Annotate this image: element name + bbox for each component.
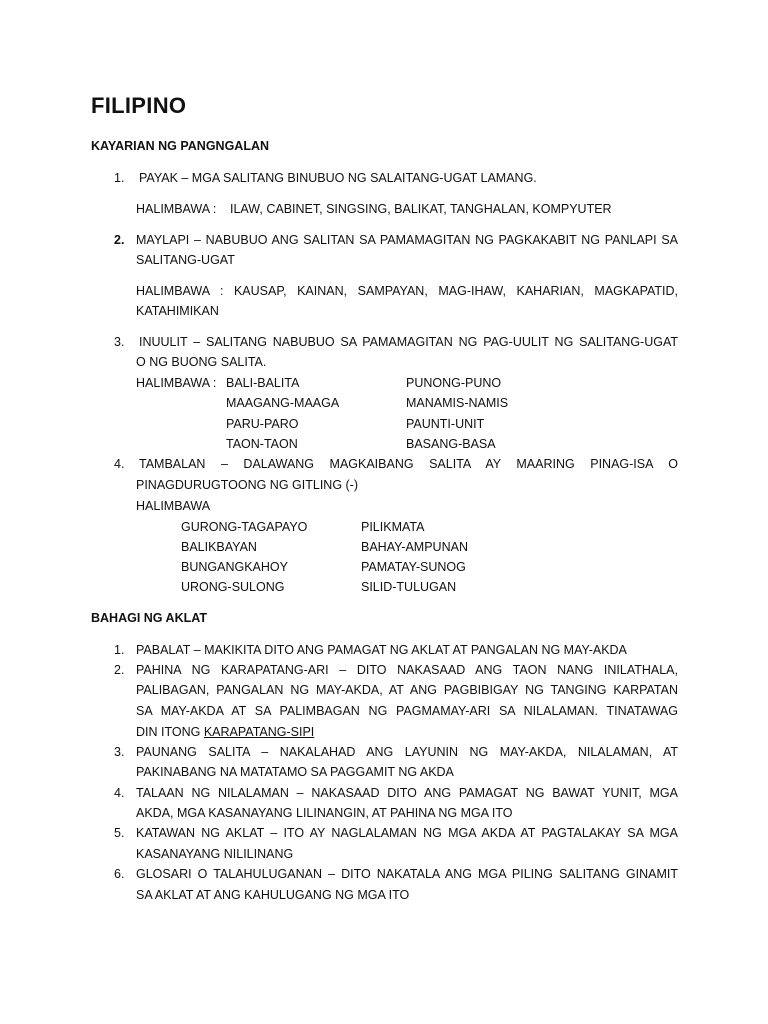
example-word: PILIKMATA	[361, 520, 425, 534]
example-word: MAAGANG-MAAGA	[226, 396, 340, 410]
list-number: 2.	[114, 663, 125, 677]
list-number: 4.	[114, 457, 125, 471]
list-item-text: PAHINA NG KARAPATANG-ARI – DITO NAKASAAD ANG TAON NANG INILATHALA,	[136, 663, 678, 677]
example-word: BALI-BALITA	[226, 376, 300, 390]
example-label: HALIMBAWA	[136, 499, 211, 513]
example-word: BUNGANGKAHOY	[181, 560, 288, 574]
list-item-text: SA MAY-AKDA AT SA PALIMBAGAN NG PAGMAMAY-ARI SA NILALAMAN. TINATAWAG	[136, 704, 678, 718]
example-word: TAON-TAON	[226, 437, 298, 451]
list-item-text: PAKINABANG NA MATATAMO SA PAGGAMIT NG AKDA	[136, 765, 454, 779]
example-label: HALIMBAWA :	[136, 202, 217, 216]
list-item-text: SALITANG-UGAT	[136, 253, 235, 267]
example-word: PAUNTI-UNIT	[406, 417, 485, 431]
example-word: BALIKBAYAN	[181, 540, 257, 554]
list-item-text: AKDA, MGA KASANAYANG LILINANGIN, AT PAHINA NG MGA ITO	[136, 806, 513, 820]
example-word: PAMATAY-SUNOG	[361, 560, 466, 574]
example-word: GURONG-TAGAPAYO	[181, 520, 308, 534]
list-item-text: PABALAT – MAKIKITA DITO ANG PAMAGAT NG AKLAT AT PANGALAN NG MAY-AKDA	[136, 643, 627, 657]
list-number: 2.	[114, 233, 125, 247]
list-number: 5.	[114, 826, 125, 840]
list-item-text: SA AKLAT AT ANG KAHULUGANG NG MGA ITO	[136, 888, 410, 902]
list-item-text: GLOSARI O TALAHULUGANAN – DITO NAKATALA ANG MGA PILING SALITANG GINAMIT	[136, 867, 678, 881]
example-text: HALIMBAWA : KAUSAP, KAINAN, SAMPAYAN, MAG-IHAW, KAHARIAN, MAGKAPATID,	[136, 284, 678, 298]
list-item-text: PALIBAGAN, PANGALAN NG MAY-AKDA, AT ANG PAGBIBIGAY NG TANGING KARPATAN	[136, 683, 678, 697]
underlined-term: KARAPATANG-SIPI	[203, 725, 315, 739]
list-item-text	[136, 722, 314, 742]
example-word: SILID-TULUGAN	[361, 580, 457, 594]
section-heading-bahagi: BAHAGI NG AKLAT	[91, 611, 207, 625]
list-item-text: TAMBALAN – DALAWANG MAGKAIBANG SALITA AY MAARING PINAG-ISA O	[139, 457, 678, 471]
example-text: ILAW, CABINET, SINGSING, BALIKAT, TANGHALAN, KOMPYUTER	[230, 202, 612, 216]
list-number: 1.	[114, 643, 125, 657]
list-item-text: INUULIT – SALITANG NABUBUO SA PAMAMAGITAN NG PAG-UULIT NG SALITANG-UGAT	[139, 335, 678, 349]
list-item-text: O NG BUONG SALITA.	[136, 355, 267, 369]
list-item-text: PAUNANG SALITA – NAKALAHAD ANG LAYUNIN NG MAY-AKDA, NILALAMAN, AT	[136, 745, 678, 759]
example-word: PARU-PARO	[226, 417, 299, 431]
list-item-text: KASANAYANG NILILINANG	[136, 847, 294, 861]
list-number: 4.	[114, 786, 125, 800]
example-word: BAHAY-AMPUNAN	[361, 540, 468, 554]
example-word: BASANG-BASA	[406, 437, 496, 451]
list-number: 3.	[114, 745, 125, 759]
section-heading-kayarian: KAYARIAN NG PANGNGALAN	[91, 139, 270, 153]
list-item-text-prefix: DIN ITONG	[136, 725, 204, 739]
list-item-text: PINAGDURUGTOONG NG GITLING (-)	[136, 478, 358, 492]
list-item-text: KATAWAN NG AKLAT – ITO AY NAGLALAMAN NG MGA AKDA AT PAGTALAKAY SA MGA	[136, 826, 678, 840]
list-item-text: PAYAK – MGA SALITANG BINUBUO NG SALAITANG-UGAT LAMANG.	[139, 171, 537, 185]
example-text: KATAHIMIKAN	[136, 304, 219, 318]
list-number: 3.	[114, 335, 125, 349]
list-number: 1.	[114, 171, 125, 185]
list-item-text: MAYLAPI – NABUBUO ANG SALITAN SA PAMAMAGITAN NG PAGKAKABIT NG PANLAPI SA	[136, 233, 678, 247]
list-item-text: TALAAN NG NILALAMAN – NAKASAAD DITO ANG PAMAGAT NG BAWAT YUNIT, MGA	[136, 786, 678, 800]
example-label: HALIMBAWA :	[136, 376, 217, 390]
example-word: URONG-SULONG	[181, 580, 285, 594]
example-word: MANAMIS-NAMIS	[406, 396, 509, 410]
example-word: PUNONG-PUNO	[406, 376, 502, 390]
document-title: FILIPINO	[91, 93, 187, 118]
list-number: 6.	[114, 867, 125, 881]
